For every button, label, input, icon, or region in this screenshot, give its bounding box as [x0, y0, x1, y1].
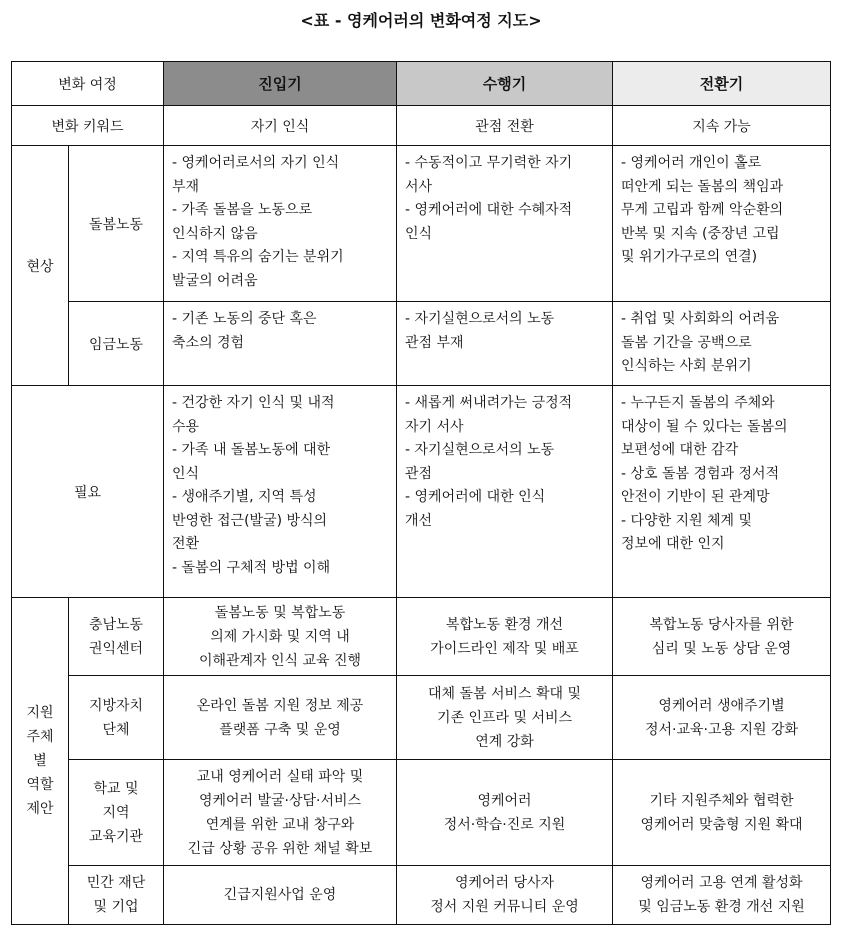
- proposals-label: [12, 598, 69, 925]
- table-cell: [397, 676, 613, 760]
- table-cell: [164, 760, 397, 866]
- cell-line: 관점: [405, 465, 433, 482]
- cell-line: 이해관계자 인식 교육 진행: [198, 652, 362, 669]
- cell-line: 영케어러 생애주기별: [658, 697, 785, 714]
- cell-line: 주체: [26, 729, 54, 745]
- cell-line: 의제 가시화 및 지역 내: [210, 628, 350, 645]
- cell-line: - 누구든지 돌봄의 주체와: [621, 395, 775, 411]
- cell-line: 및 기업: [93, 899, 139, 915]
- table-cell: [164, 676, 397, 760]
- table-cell: [613, 676, 831, 760]
- cell-line: 안전이 기반이 된 관계망: [621, 489, 770, 505]
- cell-line: 대체 돌봄 서비스 확대 및: [427, 685, 582, 702]
- table-cell: [164, 146, 397, 302]
- cell-line: 떠안게 되는 돌봄의 책임과: [621, 178, 784, 195]
- agency-label: [69, 676, 164, 760]
- cell-line: 민간 재단: [86, 875, 146, 891]
- table-cell: [397, 302, 613, 386]
- table-cell: [613, 598, 831, 676]
- table-cell: [397, 760, 613, 866]
- table-cell: [613, 386, 831, 598]
- cell-line: 심리 및 노동 상담 운영: [651, 640, 792, 657]
- cell-line: 서사: [405, 178, 433, 195]
- cell-line: 정서·교육·고용 지원 강화: [644, 721, 799, 738]
- agency-label: [69, 760, 164, 866]
- cell-line: - 생애주기별, 지역 특성: [172, 489, 317, 505]
- cell-line: 복합노동 환경 개선: [445, 616, 564, 633]
- cell-line: 부재: [172, 178, 200, 195]
- keyword-row: [12, 106, 831, 146]
- cell-line: 반영한 접근(발굴) 방식의: [172, 512, 328, 529]
- cell-line: 제안: [26, 801, 54, 817]
- needs-label: 필요: [12, 386, 164, 598]
- wage-label: 임금노동: [69, 302, 164, 386]
- cell-line: 연계 강화: [475, 733, 534, 750]
- cell-line: - 상호 돌봄 경험과 정서적: [621, 465, 780, 482]
- cell-line: 지역: [102, 804, 130, 821]
- cell-line: - 자기실현으로서의 노동: [405, 442, 555, 458]
- cell-line: 돌봄 기간을 공백으로: [621, 334, 752, 351]
- cell-line: 교육기관: [88, 828, 144, 845]
- cell-line: 영케어러 맞춤형 지원 확대: [640, 816, 803, 833]
- cell-line: 역할: [26, 777, 54, 793]
- cell-line: 인식하지 않음: [172, 225, 258, 242]
- table-cell: [164, 598, 397, 676]
- cell-line: 대상이 될 수 있다는 돌봄의: [621, 418, 788, 435]
- table-cell: [397, 386, 613, 598]
- cell-line: 무게 고립과 함께 악순환의: [621, 202, 784, 218]
- proposal-row: [12, 598, 831, 676]
- cell-line: 온라인 돌봄 지원 정보 제공: [196, 697, 364, 714]
- journey-map-table: [11, 61, 831, 925]
- cell-line: 영케어러: [477, 792, 532, 809]
- cell-line: 긴급지원사업 운영: [223, 887, 337, 903]
- table-cell: [613, 302, 831, 386]
- keyword-cell: 지속 가능: [613, 106, 831, 146]
- cell-line: 플랫폼 구축 및 운영: [219, 721, 341, 738]
- cell-line: 복합노동 당사자를 위한: [649, 616, 794, 633]
- cell-line: 별: [33, 753, 47, 769]
- cell-line: 교내 영케어러 실태 파악 및: [196, 768, 364, 785]
- cell-line: - 가족 돌봄을 노동으로: [172, 202, 313, 218]
- table-cell: [397, 866, 613, 925]
- cell-line: 반복 및 지속 (중장년 고립: [621, 225, 780, 242]
- cell-line: 자기 서사: [405, 418, 464, 435]
- cell-line: 영케어러 고용 연계 활성화: [640, 875, 803, 891]
- cell-line: - 영케어러 개인이 홀로: [621, 155, 762, 171]
- cell-line: 영케어러 당사자: [454, 875, 555, 891]
- table-cell: [613, 760, 831, 866]
- cell-line: 지원: [26, 705, 54, 721]
- cell-line: - 지역 특유의 숨기는 분위기: [172, 249, 344, 265]
- cell-line: 기존 인프라 및 서비스: [436, 709, 573, 726]
- cell-line: 가이드라인 제작 및 배포: [430, 640, 579, 657]
- cell-line: - 다양한 지원 체계 및: [621, 512, 753, 529]
- cell-line: 기타 지원주체와 협력한: [649, 792, 794, 809]
- cell-line: 전환: [172, 536, 200, 552]
- keyword-row-label: 변화 키워드: [12, 106, 164, 146]
- cell-line: 인식: [405, 225, 433, 242]
- cell-line: 보편성에 대한 감각: [621, 442, 739, 458]
- header-row-label: 변화 여정: [12, 62, 164, 106]
- needs-row: [12, 386, 831, 598]
- cell-line: - 가족 내 돌봄노동에 대한: [172, 442, 331, 458]
- cell-line: - 자기실현으로서의 노동: [405, 311, 555, 327]
- cell-line: 관점 부재: [405, 334, 464, 351]
- table-cell: [164, 386, 397, 598]
- cell-line: 및 임금노동 환경 개선 지원: [638, 899, 805, 915]
- phenomenon-wage-row: [12, 302, 831, 386]
- cell-line: - 건강한 자기 인식 및 내적: [172, 395, 335, 411]
- proposal-row: [12, 866, 831, 925]
- cell-line: 정보에 대한 인지: [621, 536, 725, 552]
- cell-line: 지방자치: [88, 697, 144, 714]
- cell-line: 정서·학습·진로 지원: [443, 816, 566, 833]
- cell-line: 발굴의 어려움: [172, 272, 258, 289]
- care-label: 돌봄노동: [69, 146, 164, 302]
- phase-transition-header: 전환기: [613, 62, 831, 106]
- agency-label: [69, 598, 164, 676]
- cell-line: 영케어러 발굴·상담·서비스: [198, 792, 362, 809]
- cell-line: 정서 지원 커뮤니티 운영: [430, 899, 579, 915]
- cell-line: 연계를 위한 교내 창구와: [205, 816, 355, 833]
- phase-performance-header: 수행기: [397, 62, 613, 106]
- table-cell: [397, 146, 613, 302]
- cell-line: - 영케어러에 대한 인식: [405, 489, 546, 505]
- cell-line: 축소의 경험: [172, 334, 245, 351]
- proposal-row: [12, 676, 831, 760]
- phase-entry-header: 진입기: [164, 62, 397, 106]
- cell-line: - 취업 및 사회화의 어려움: [621, 311, 780, 327]
- cell-line: - 기존 노동의 중단 혹은: [172, 311, 317, 327]
- cell-line: - 수동적이고 무기력한 자기: [405, 155, 573, 171]
- cell-line: 수용: [172, 418, 200, 435]
- header-row: [12, 62, 831, 106]
- cell-line: 돌봄노동 및 복합노동: [214, 604, 346, 621]
- agency-label: [69, 866, 164, 925]
- table-cell: [164, 866, 397, 925]
- cell-line: 인식하는 사회 분위기: [621, 358, 752, 374]
- cell-line: - 영케어러로서의 자기 인식: [172, 155, 340, 171]
- keyword-cell: 자기 인식: [164, 106, 397, 146]
- table-title: <표 - 영케어러의 변화여정 지도>: [300, 11, 542, 30]
- keyword-cell: 관점 전환: [397, 106, 613, 146]
- cell-line: - 영케어러에 대한 수혜자적: [405, 202, 573, 218]
- cell-line: - 돌봄의 구체적 방법 이해: [172, 559, 331, 576]
- proposal-row: [12, 760, 831, 866]
- cell-line: 권익센터: [88, 640, 144, 657]
- cell-line: 긴급 상황 공유 위한 채널 확보: [187, 840, 373, 857]
- cell-line: 인식: [172, 465, 200, 482]
- cell-line: 충남노동: [88, 616, 144, 633]
- table-cell: [613, 146, 831, 302]
- table-cell: [613, 866, 831, 925]
- cell-line: - 새롭게 써내려가는 긍정적: [405, 395, 573, 411]
- table-cell: [164, 302, 397, 386]
- cell-line: 및 위기가구로의 연결): [621, 249, 758, 265]
- cell-line: 학교 및: [93, 780, 139, 797]
- phenomenon-care-row: [12, 146, 831, 302]
- phenomenon-label: 현상: [12, 146, 69, 386]
- cell-line: 개선: [405, 512, 433, 529]
- table-cell: [397, 598, 613, 676]
- cell-line: 단체: [102, 721, 130, 738]
